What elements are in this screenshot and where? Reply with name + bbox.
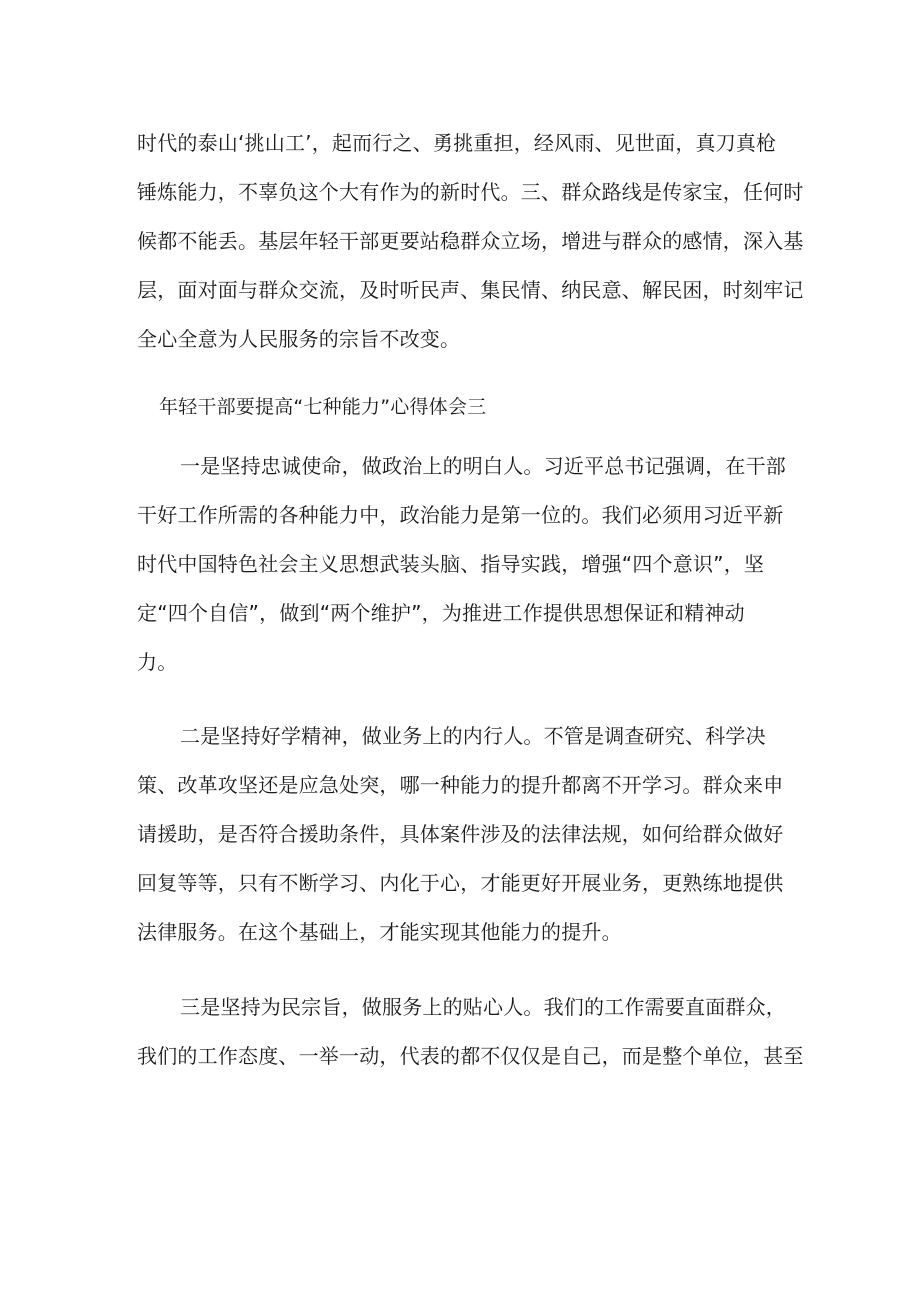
text-line: 策、改革攻坚还是应急处突，哪一种能力的提升都离不开学习。群众来申 <box>137 773 784 797</box>
section-heading: 年轻干部要提高“七种能力”心得体会三 <box>159 396 487 418</box>
text-line: 请援助，是否符合援助条件，具体案件涉及的法律法规，如何给群众做好 <box>137 822 784 846</box>
text-line: 力。 <box>137 650 178 674</box>
text-line: 法律服务。在这个基础上，才能实现其他能力的提升。 <box>137 920 622 944</box>
text-line: 时代的泰山‘挑山工’，起而行之、勇挑重担，经风雨、见世面，真刀真枪 <box>137 131 777 155</box>
text-line: 候都不能丢。基层年轻干部更要站稳群众立场，增进与群众的感情，深入基 <box>137 229 804 253</box>
text-line: 回复等等，只有不断学习、内化于心，才能更好开展业务，更熟练地提供 <box>137 871 784 895</box>
text-line: 三是坚持为民宗旨，做服务上的贴心人。我们的工作需要直面群众， <box>180 995 786 1019</box>
text-line: 定“四个自信”，做到“两个维护”，为推进工作提供思想保证和精神动 <box>137 601 745 625</box>
text-line: 我们的工作态度、一举一动，代表的都不仅仅是自己，而是整个单位，甚至 <box>137 1044 804 1068</box>
text-line: 一是坚持忠诚使命，做政治上的明白人。习近平总书记强调，在干部 <box>180 454 786 478</box>
text-line: 全心全意为人民服务的宗旨不改变。 <box>137 327 461 351</box>
text-line: 二是坚持好学精神，做业务上的内行人。不管是调查研究、科学决 <box>180 724 766 748</box>
text-line: 干好工作所需的各种能力中，政治能力是第一位的。我们必须用习近平新 <box>137 503 784 527</box>
text-line: 锤炼能力，不辜负这个大有作为的新时代。三、群众路线是传家宝，任何时 <box>137 180 804 204</box>
text-line: 时代中国特色社会主义思想武装头脑、指导实践，增强“四个意识”，坚 <box>137 552 765 576</box>
text-line: 层，面对面与群众交流，及时听民声、集民情、纳民意、解民困，时刻牢记 <box>137 278 804 302</box>
